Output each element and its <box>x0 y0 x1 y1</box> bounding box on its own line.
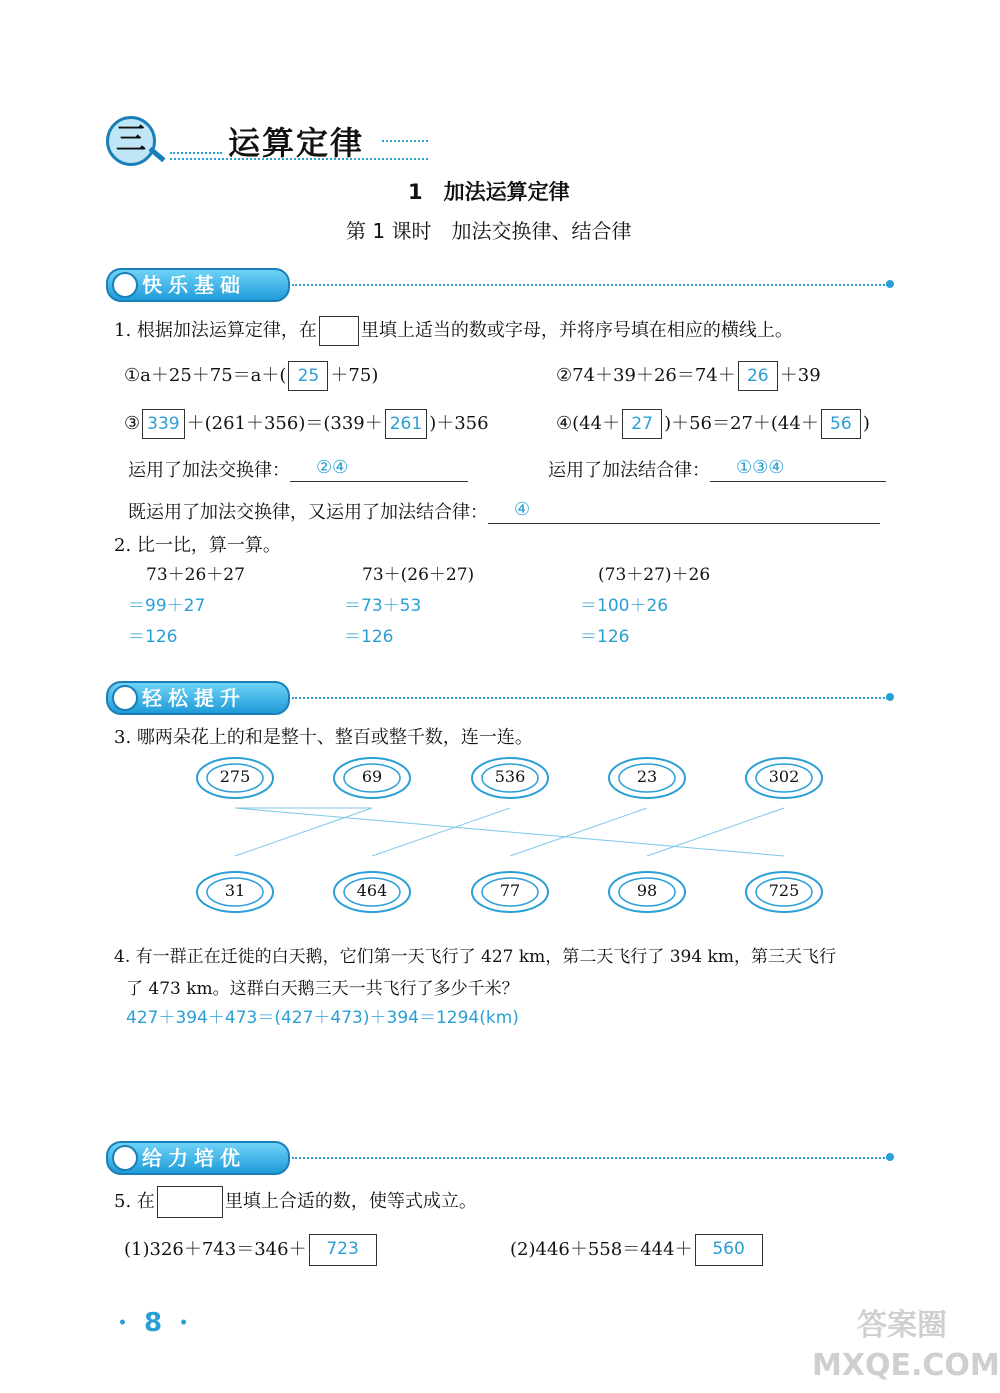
flower-number: 77 <box>499 881 521 900</box>
section-label: 轻松提升 <box>142 686 246 710</box>
flower-top-5 <box>744 755 824 801</box>
flower-number: 536 <box>494 767 526 786</box>
lesson-subtitle: 第 1 课时 加法交换律、结合律 <box>346 219 632 243</box>
q1-e4-b: )＋56＝27＋(44＋ <box>664 413 819 434</box>
flower-number: 464 <box>356 881 388 900</box>
q5-p1-expr: (1)326＋743＝346＋ <box>124 1239 307 1260</box>
answer-box: 261 <box>385 409 427 439</box>
both-answer: ④ <box>514 499 531 520</box>
assoc-label: 运用了加法结合律： <box>548 460 710 481</box>
answer-box: 339 <box>142 409 184 439</box>
q2-stem: 2. 比一比，算一算。 <box>114 535 281 556</box>
answer-box: 25 <box>288 361 328 391</box>
answer-box: 723 <box>309 1234 377 1266</box>
q2-c1-expr: 73＋26＋27 <box>146 565 245 585</box>
q1-e3-c: )＋356 <box>429 413 489 434</box>
q3-stem: 3. 哪两朵花上的和是整十、整百或整千数，连一连。 <box>114 727 533 748</box>
q1-stem-a: 1. 根据加法运算定律，在 <box>114 320 317 341</box>
assoc-answer: ①③④ <box>736 457 785 478</box>
q5-part-2 <box>510 1234 765 1266</box>
flower-number: 23 <box>636 767 658 786</box>
flower-top-4 <box>607 755 687 801</box>
q5-stem-b: 里填上合适的数，使等式成立。 <box>224 1191 477 1212</box>
page-dot-right: • <box>179 1315 189 1332</box>
q2-c3-step: ＝100＋26 <box>580 596 669 616</box>
connect-line <box>647 808 784 856</box>
q5-p2-expr: (2)446＋558＝444＋ <box>510 1239 693 1260</box>
clock-icon <box>112 1145 138 1171</box>
chapter-title: 运算定律 <box>228 124 365 162</box>
connect-line <box>372 808 510 856</box>
section-label: 给力培优 <box>142 1146 246 1170</box>
section-label: 快乐基础 <box>142 273 246 297</box>
flower-bottom-1 <box>195 869 275 915</box>
page-dot-left: • <box>118 1315 127 1332</box>
chapter-badge: 三 <box>106 116 156 166</box>
q4-answer: 427＋394＋473＝(427＋473)＋394＝1294(km) <box>126 1008 519 1028</box>
q5-part-1 <box>124 1234 379 1266</box>
page-number <box>118 1308 188 1338</box>
q2-c1-result: ＝126 <box>128 627 178 647</box>
flower-number: 69 <box>361 767 383 786</box>
flower-bottom-3 <box>470 869 550 915</box>
swap-label: 运用了加法交换律： <box>128 460 290 481</box>
q2-c1-step: ＝99＋27 <box>128 596 206 616</box>
section-header-advanced <box>106 1141 290 1175</box>
answer-box: 560 <box>695 1234 763 1266</box>
q1-e3-b: ＋(261＋356)＝(339＋ <box>186 413 383 434</box>
q1-e3-a: ③ <box>124 413 141 434</box>
flower-top-2 <box>332 755 412 801</box>
page-number-value: 8 <box>144 1308 163 1338</box>
q2-c2-expr: 73＋(26＋27) <box>362 565 475 585</box>
flower-bottom-5 <box>744 869 824 915</box>
connect-line <box>235 808 372 856</box>
answer-box: 27 <box>622 409 662 439</box>
flower-number: 98 <box>636 881 658 900</box>
q1-e2-b: ＋39 <box>779 365 821 386</box>
q2-c2-step: ＝73＋53 <box>344 596 422 616</box>
q1-stem-b: 里填上适当的数或字母，并将序号填在相应的横线上。 <box>360 320 793 341</box>
q1-e1-b: ＋75) <box>330 365 379 386</box>
flower-number: 31 <box>224 881 246 900</box>
connect-line <box>235 808 784 856</box>
watermark: 答案圈 MXQE.COM <box>812 1308 1000 1383</box>
q2-c3-expr: (73＋27)＋26 <box>598 565 711 585</box>
q1-e4-c: ) <box>862 413 870 434</box>
swap-answer: ②④ <box>316 457 349 478</box>
empty-box <box>157 1186 223 1218</box>
q1-e1-a: ①a＋25＋75＝a＋( <box>124 365 287 386</box>
answer-box: 26 <box>738 361 778 391</box>
section-dotline <box>292 1157 888 1159</box>
flower-number: 275 <box>219 767 251 786</box>
flower-bottom-2 <box>332 869 412 915</box>
connect-line <box>510 808 647 856</box>
answer-box: 56 <box>821 409 861 439</box>
section-dot <box>886 1153 894 1161</box>
q5-stem <box>114 1186 477 1218</box>
q5-stem-a: 5. 在 <box>114 1191 155 1212</box>
lesson-title: 1 加法运算定律 <box>408 180 570 204</box>
flower-top-1 <box>195 755 275 801</box>
both-label: 既运用了加法交换律，又运用了加法结合律： <box>128 502 488 523</box>
q1-e4-a: ④(44＋ <box>556 413 621 434</box>
flower-bottom-4 <box>607 869 687 915</box>
q2-c2-result: ＝126 <box>344 627 394 647</box>
flower-number: 725 <box>768 881 800 900</box>
q1-e2-a: ②74＋39＋26＝74＋ <box>556 365 736 386</box>
q4-line-1: 4. 有一群正在迁徙的白天鹅，它们第一天飞行了 427 km，第二天飞行了 394 km，第三天飞行 <box>114 947 836 967</box>
flower-top-3 <box>470 755 550 801</box>
q4-line-2: 了 473 km。这群白天鹅三天一共飞行了多少千米？ <box>126 979 519 999</box>
flower-number: 302 <box>768 767 800 786</box>
q2-c3-result: ＝126 <box>580 627 630 647</box>
